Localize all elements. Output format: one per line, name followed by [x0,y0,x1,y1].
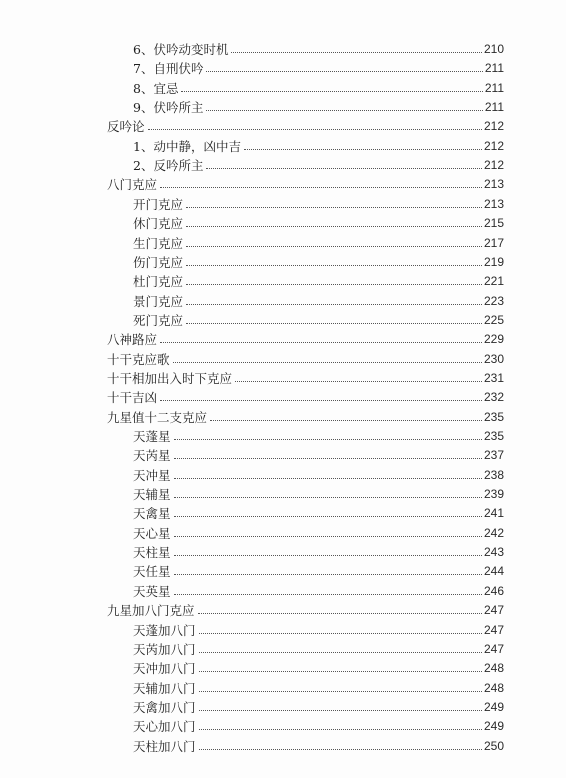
toc-entry-title: 天任星 [133,564,171,580]
toc-page-number: 250 [483,738,504,753]
dot-leader [174,496,482,498]
dot-leader [199,748,482,750]
toc-page-number: 217 [483,235,504,250]
toc-section-entry [107,115,504,134]
toc-entry-title: 6、伏吟动变时机 [133,42,229,57]
toc-subsection-entry [133,502,504,521]
dot-leader [186,245,482,247]
toc-section-entry [107,599,504,618]
toc-entry-title: 天禽加八门 [133,699,196,715]
toc-entry-title: 天冲加八门 [133,661,196,677]
toc-subsection-entry [133,77,504,96]
toc-page-number: 213 [483,196,504,211]
toc-page-number: 221 [483,274,504,289]
toc-entry-title: 天芮加八门 [133,641,196,657]
toc-section-entry [107,328,504,347]
toc-subsection-entry [133,677,504,696]
toc-subsection-entry [133,522,504,541]
toc-subsection-entry [133,38,504,57]
toc-subsection-entry [133,251,504,270]
toc-page-number: 248 [483,680,504,695]
toc-entry-title: 天英星 [133,583,171,599]
toc-page-number: 238 [483,467,504,482]
toc-page-number: 241 [483,506,504,521]
dot-leader [186,206,482,208]
dot-leader [148,128,482,130]
toc-entry-title: 天辅加八门 [133,680,196,696]
dot-leader [174,554,482,556]
dot-leader [206,167,482,169]
toc-subsection-entry [133,270,504,289]
dot-leader [174,438,482,440]
dot-leader [206,109,482,111]
toc-page-number: 249 [483,699,504,714]
toc-subsection-entry [133,232,504,251]
dot-leader [173,361,482,363]
dot-leader [199,709,482,711]
toc-entry-title: 天蓬星 [133,429,171,444]
toc-page-number: 232 [483,390,504,405]
toc-entry-title: 天辅星 [133,487,171,503]
toc-page-number: 212 [483,119,504,134]
toc-subsection-entry [133,464,504,483]
dot-leader [174,573,482,575]
dot-leader [186,225,482,227]
dot-leader [244,148,482,150]
toc-entry-title: 天冲星 [133,467,171,483]
dot-leader [174,535,482,537]
toc-entry-title: 休门克应 [133,216,184,232]
toc-section-entry [107,173,504,192]
toc-entry-title: 十干相加出入时下克应 [107,370,233,386]
toc-entry-title: 2、反吟所主 [133,158,204,174]
toc-page-number: 210 [483,42,504,56]
toc-page-number: 244 [483,564,504,579]
toc-entry-title: 天心加八门 [133,719,196,735]
dot-leader [199,690,482,692]
toc-subsection-entry [133,425,504,444]
dot-leader [160,186,482,188]
toc-entry-title: 伤门克应 [133,254,184,270]
toc-page-number: 212 [483,138,504,153]
toc-entry-title: 反吟论 [107,119,145,135]
toc-subsection-entry [133,580,504,599]
dot-leader [199,632,482,634]
toc-subsection-entry [133,135,504,154]
toc-entry-title: 天柱星 [133,545,171,561]
toc-page-number: 247 [483,603,504,618]
toc-page-number: 211 [484,100,504,115]
toc-entry-title: 生门克应 [133,235,184,251]
toc-page-number: 247 [483,622,504,637]
dot-leader [174,457,482,459]
toc-entry-title: 十干吉凶 [107,390,158,406]
toc-entry-title: 1、动中静，凶中吉 [133,138,241,154]
dot-leader [181,90,482,92]
toc-page-number: 213 [483,177,504,192]
toc-subsection-entry [133,57,504,76]
toc-subsection-entry [133,619,504,638]
toc-page-number: 249 [483,719,504,734]
dot-leader [186,303,482,305]
toc-section-entry [107,348,504,367]
toc-entry-title: 杜门克应 [133,274,184,290]
toc-subsection-entry [133,212,504,231]
toc-entry-title: 9、伏吟所主 [133,100,204,116]
toc-page-number: 242 [483,525,504,540]
toc-page-number: 229 [483,332,504,347]
toc-page-number: 211 [484,61,504,76]
dot-leader [210,419,482,421]
toc-page-number: 231 [483,370,504,385]
toc-entry-title: 八门克应 [107,177,158,193]
toc-page-number: 237 [483,448,504,463]
toc-page-number: 235 [483,429,504,443]
toc-entry-title: 天蓬加八门 [133,622,196,638]
toc-entry-title: 九星加八门克应 [107,603,195,619]
toc-subsection-entry [133,483,504,502]
toc-entry-title: 十干克应歌 [107,351,170,367]
toc-subsection-entry [133,154,504,173]
toc-subsection-entry [133,560,504,579]
toc-entry-title: 8、宜忌 [133,80,179,96]
toc-entry-title: 天芮星 [133,448,171,464]
toc-page-number: 239 [483,487,504,502]
toc-subsection-entry [133,309,504,328]
dot-leader [174,515,482,517]
toc-subsection-entry [133,638,504,657]
toc-entry-title: 九星值十二支克应 [107,409,208,425]
toc-section-entry [107,406,504,425]
toc-page-number: 246 [483,583,504,598]
toc-page-number: 248 [483,661,504,676]
dot-leader [174,593,482,595]
toc-section-entry [107,386,504,405]
toc-subsection-entry [133,541,504,560]
dot-leader [199,670,482,672]
dot-leader [235,380,482,382]
toc-entry-title: 7、自刑伏吟 [133,61,204,77]
toc-entry-title: 景门克应 [133,293,184,309]
toc-page-number: 225 [483,312,504,327]
dot-leader [186,283,482,285]
toc-subsection-entry [133,715,504,734]
toc-subsection-entry [133,444,504,463]
dot-leader [186,322,482,324]
toc-subsection-entry [133,696,504,715]
toc-page-number: 223 [483,293,504,308]
toc-page-number: 247 [483,641,504,656]
toc-page-number: 211 [484,80,504,95]
toc-page-number: 215 [483,216,504,231]
toc-page-number: 243 [483,545,504,560]
toc-subsection-entry [133,193,504,212]
toc-section-entry [107,367,504,386]
dot-leader [199,728,482,730]
dot-leader [160,341,482,343]
toc-subsection-entry [133,735,504,754]
dot-leader [174,477,482,479]
toc-page-number: 219 [483,254,504,269]
toc-subsection-entry [133,96,504,115]
dot-leader [186,264,482,266]
toc-entry-title: 天柱加八门 [133,738,196,754]
toc-page-number: 212 [483,158,504,173]
toc-page-number: 230 [483,351,504,366]
toc-page-number: 235 [483,409,504,424]
toc-entry-title: 死门克应 [133,312,184,328]
dot-leader [160,399,482,401]
dot-leader [206,70,482,72]
toc-entry-title: 八神路应 [107,332,158,348]
dot-leader [199,651,482,653]
dot-leader [198,612,482,614]
dot-leader [231,51,482,53]
toc-entry-title: 开门克应 [133,196,184,212]
toc-subsection-entry [133,657,504,676]
toc-entry-title: 天禽星 [133,506,171,522]
toc-subsection-entry [133,290,504,309]
toc-entry-title: 天心星 [133,525,171,541]
